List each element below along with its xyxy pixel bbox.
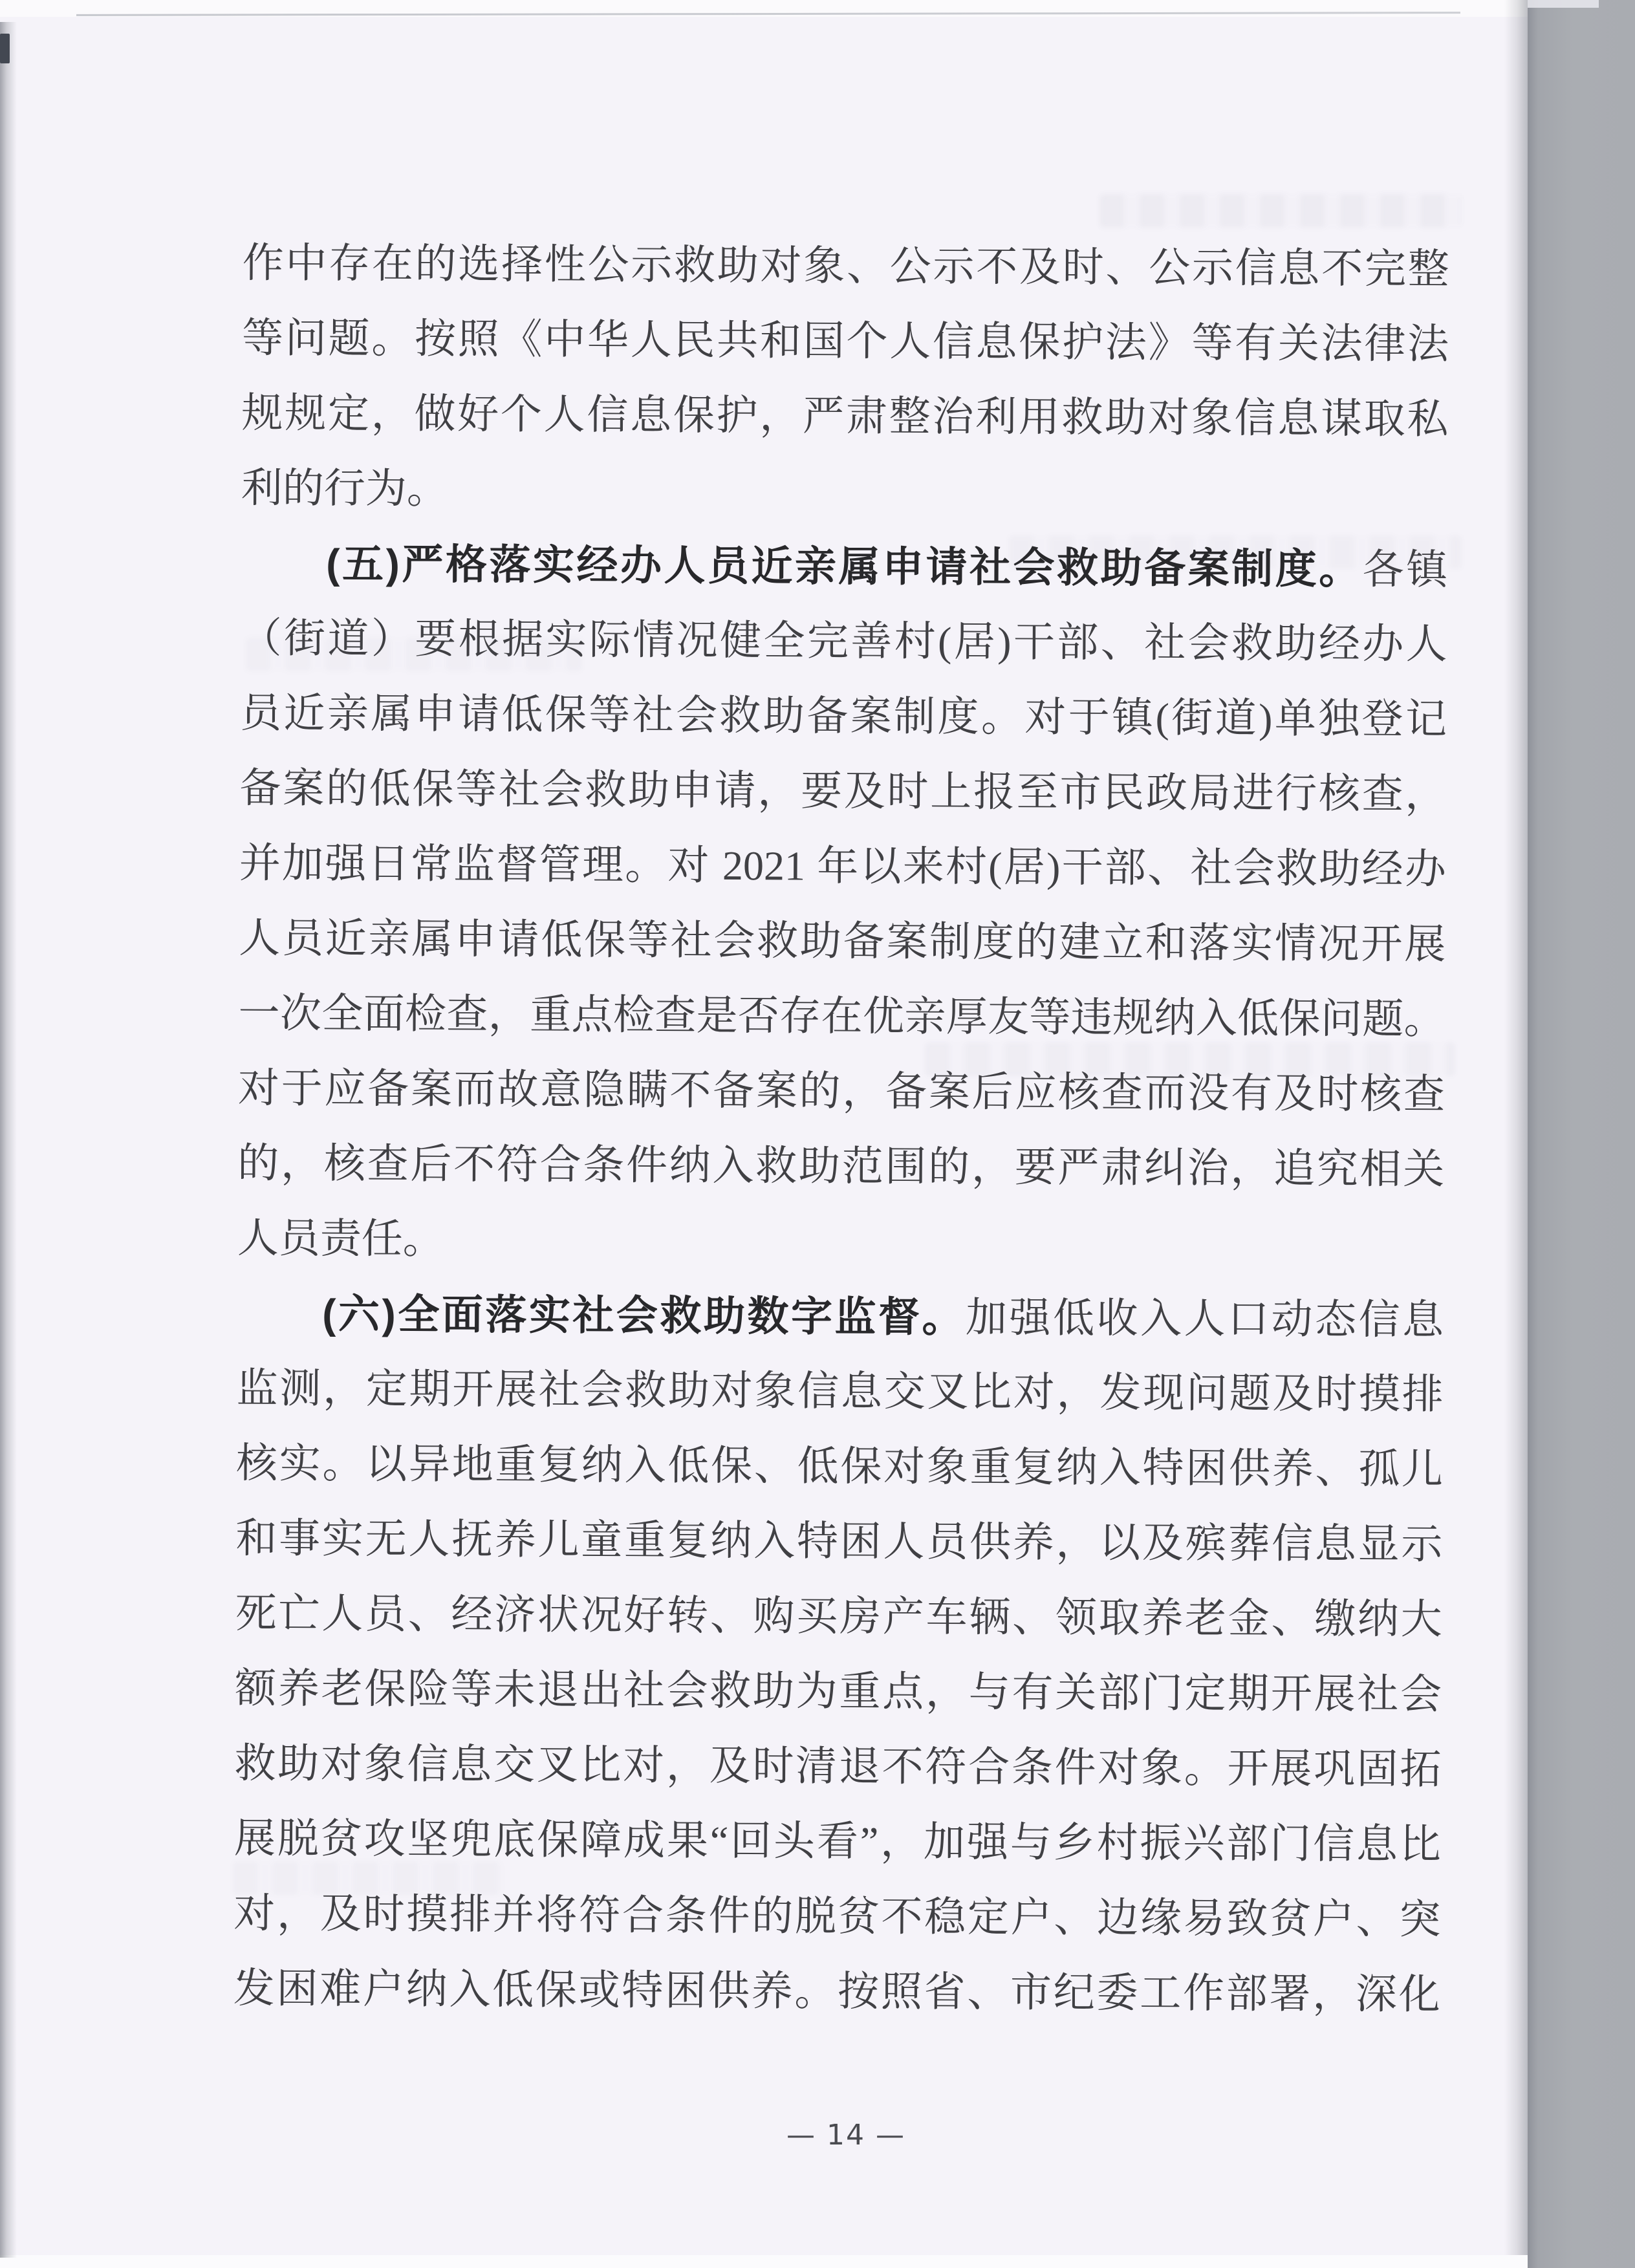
body-text-segment: 对，及时摸排并将符合条件的脱贫不稳定户、边缘易致贫户、突 [233, 1890, 1441, 1943]
text-line [234, 1726, 1442, 1808]
body-text-segment: 监测，定期开展社会救助对象信息交叉比对，发现问题及时摸排 [236, 1365, 1444, 1418]
body-text-segment: 备案的低保等社会救助申请，要及时上报至市民政局进行核查， [239, 764, 1447, 817]
text-line [241, 526, 1448, 607]
text-line [240, 676, 1447, 757]
body-text-segment: 员近亲属申请低保等社会救助备案制度。对于镇(街道)单独登记 [239, 689, 1447, 742]
section-heading-segment: (五)严格落实经办人员近亲属申请社会救助备案制度。 [326, 540, 1363, 593]
text-line [237, 1201, 1444, 1282]
paper-bottom-edge [0, 2255, 1528, 2268]
body-text-segment: 作中存在的选择性公示救助对象、公示不及时、公示信息不完整 [242, 239, 1449, 292]
text-line [233, 1876, 1441, 1958]
text-line [239, 901, 1446, 982]
body-text-segment: 展脱贫攻坚兜底保障成果“回头看”，加强与乡村振兴部门信息比 [233, 1815, 1442, 1868]
body-text-segment: 各镇 [1362, 546, 1448, 593]
body-text-segment: 救助对象信息交叉比对，及时清退不符合条件对象。开展巩固拓 [234, 1740, 1442, 1793]
body-text-segment: 并加强日常监督管理。对 2021 年以来村(居)干部、社会救助经办 [239, 839, 1447, 892]
document-body [233, 226, 1449, 2033]
text-line [238, 976, 1446, 1057]
text-line [241, 376, 1449, 457]
text-line [237, 1126, 1445, 1207]
body-text-segment: 死亡人员、经济状况好转、购买房产车辆、领取养老金、缴纳大 [235, 1590, 1442, 1643]
text-line [236, 1351, 1444, 1432]
text-line [242, 301, 1449, 382]
body-text-segment: 规规定，做好个人信息保护，严肃整治利用救助对象信息谋取私 [241, 389, 1449, 442]
body-text-segment: 核实。以异地重复纳入低保、低保对象重复纳入特困供养、孤儿 [235, 1440, 1444, 1493]
text-line [234, 1801, 1442, 1883]
body-text-segment: 一次全面检查，重点检查是否存在优亲厚友等违规纳入低保问题。 [238, 989, 1446, 1042]
bleedthrough-artifact [1099, 194, 1462, 228]
body-text-segment: 人员责任。 [237, 1215, 444, 1262]
section-heading-segment: (六)全面落实社会救助数字监督。 [322, 1290, 966, 1341]
text-line [236, 1426, 1444, 1507]
page-number-label: — 14 — [786, 2119, 905, 2152]
page-number [243, 2116, 1449, 2155]
body-text-segment: 对于应备案而故意隐瞒不备案的，备案后应核查而没有及时核查 [237, 1064, 1446, 1118]
text-line [237, 1276, 1444, 1357]
text-line [238, 1051, 1446, 1132]
text-line [235, 1651, 1442, 1733]
body-text-segment: 人员近亲属申请低保等社会救助备案制度的建立和落实情况开展 [239, 914, 1446, 967]
body-text-segment: 等问题。按照《中华人民共和国个人信息保护法》等有关法律法 [241, 314, 1449, 367]
body-text-segment: （街道）要根据实际情况健全完善村(居)干部、社会救助经办人 [240, 614, 1447, 667]
text-line [241, 451, 1449, 532]
scan-left-edge [0, 22, 17, 2258]
text-line [233, 1951, 1440, 2033]
body-text-segment: 的，核查后不符合条件纳入救助范围的，要严肃纠治，追究相关 [237, 1139, 1445, 1193]
body-text-segment: 利的行为。 [241, 464, 449, 512]
body-text-segment: 加强低收入人口动态信息 [965, 1294, 1444, 1343]
text-line [239, 826, 1447, 907]
body-text-segment: 发困难户纳入低保或特困供养。按照省、市纪委工作部署，深化 [233, 1965, 1440, 2018]
body-text-segment: 和事实无人抚养儿童重复纳入特困人员供养，以及殡葬信息显示 [235, 1515, 1443, 1568]
text-line [235, 1501, 1443, 1582]
scan-dark-notch [0, 34, 10, 63]
text-line [240, 601, 1447, 682]
scan-edge-sliver [1528, 0, 1599, 8]
text-line [235, 1576, 1442, 1658]
scanner-background [1528, 0, 1635, 2268]
paper-edge-shadow [1504, 0, 1528, 2268]
text-line [239, 751, 1447, 832]
text-line [242, 226, 1449, 307]
body-text-segment: 额养老保险等未退出社会救助为重点，与有关部门定期开展社会 [234, 1665, 1442, 1718]
